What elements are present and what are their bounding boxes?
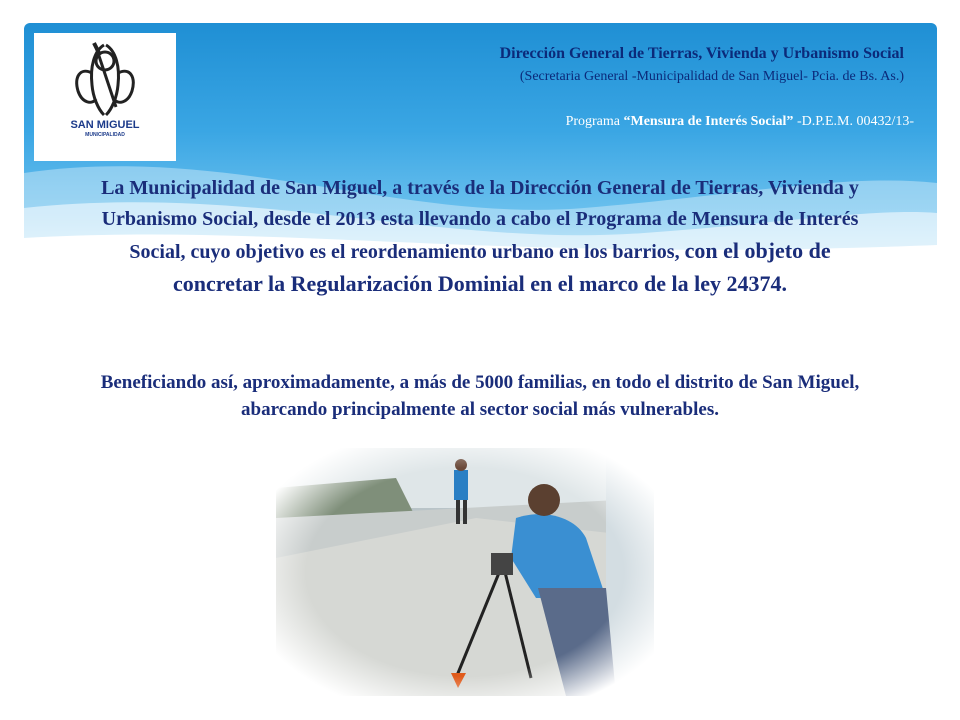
header-title: Dirección General de Tierras, Vivienda y Urbanismo Social bbox=[499, 45, 904, 62]
main-paragraph-part2: con el objeto de concretar la Regularización Dominial en el marco de la ley 24374. bbox=[172, 238, 831, 296]
municipality-logo bbox=[34, 33, 176, 161]
angel-emblem-icon bbox=[34, 33, 176, 123]
logo-subtext: MUNICIPALIDAD bbox=[85, 132, 125, 138]
program-name: “Mensura de Interés Social” bbox=[623, 114, 794, 129]
program-code: -D.P.E.M. 00432/13- bbox=[793, 114, 914, 129]
survey-photo bbox=[276, 448, 654, 696]
program-prefix: Programa bbox=[565, 114, 624, 129]
main-paragraph-part1: La Municipalidad de San Miguel, a través de la Dirección General de Tierras, Vivienda y Urbanismo Social, desde el 2013 esta llevando a cabo el Programa de Mensura de Interés Social, cuyo objetivo es el reordenamiento urbano en los barrios, bbox=[101, 177, 859, 263]
secondary-paragraph: Beneficiando así, aproximadamente, a más de 5000 familias, en todo el distrito de San Miguel, abarcando principalmente al sector social más vulnerables. bbox=[100, 372, 860, 420]
logo-text: SAN MIGUEL bbox=[70, 119, 140, 131]
program-line bbox=[200, 114, 914, 130]
main-paragraph bbox=[82, 173, 878, 301]
header-subtitle: (Secretaria General -Municipalidad de San Miguel- Pcia. de Bs. As.) bbox=[519, 69, 904, 84]
